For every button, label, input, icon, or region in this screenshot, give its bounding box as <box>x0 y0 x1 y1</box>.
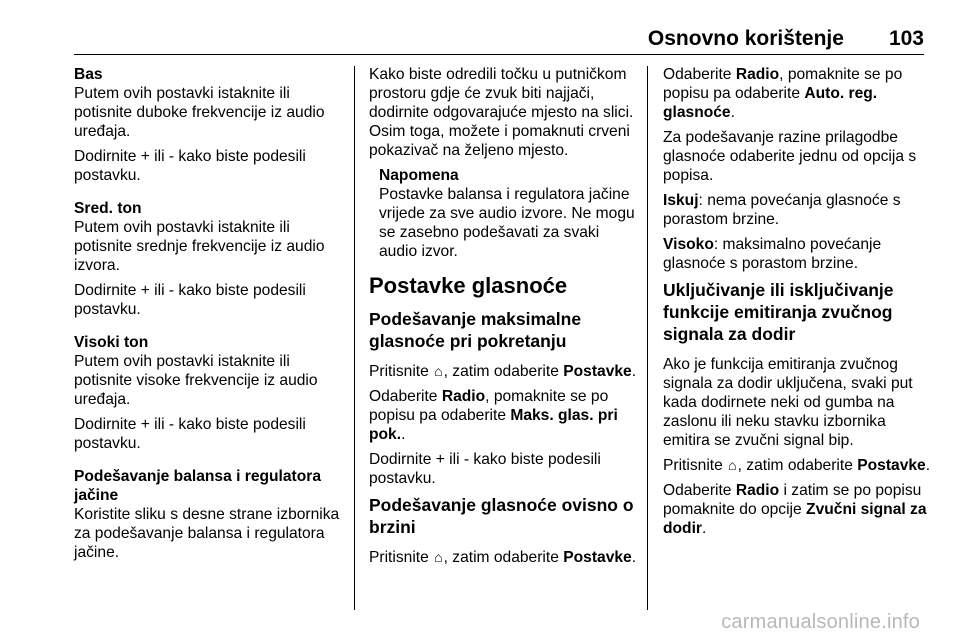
subheading-speed-volume: Podešavanje glasnoće ovisno o brzini <box>369 495 634 537</box>
column-3 <box>663 65 931 544</box>
visoki-adjust: Dodirnite + ili - kako biste podesili postavku. <box>74 416 306 452</box>
balans-title: Podešavanje balansa i regulatora jačine <box>74 468 322 504</box>
adjust-text: Dodirnite + ili - kako biste podesili postavku. <box>369 451 601 487</box>
column-divider <box>647 66 648 610</box>
sred-text: Putem ovih postavki istaknite ili potisnite srednje frekvencije iz audio izvora. <box>74 219 325 274</box>
bas-title: Bas <box>74 66 103 83</box>
instruction: Pritisnite ⌂, zatim odaberite Postavke. <box>663 457 931 474</box>
column-1 <box>74 65 346 568</box>
adjust-levels-text: Za podešavanje razine prilagodbe glasnoće odaberite jednu od opcija s popisa. <box>663 129 917 184</box>
note-title: Napomena <box>379 167 459 184</box>
note-text: Postavke balansa i regulatora jačine vrijede za sve audio izvore. Ne mogu se zasebno podešavati za svaki audio izvor. <box>379 186 635 260</box>
note <box>379 166 637 261</box>
instruction: Odaberite Radio, pomaknite se po popisu pa odaberite Auto. reg. glasnoće. <box>663 66 903 121</box>
watermark[interactable]: carmanualsonline.info <box>721 611 920 633</box>
signal-text: Ako je funkcija emitiranja zvučnog signala za dodir uključena, svaki put kada dodirnete neki od gumba na zaslonu ili neku stavku izbornika emitira se zvučni signal bip. <box>663 356 913 449</box>
sred-title: Sred. ton <box>74 200 142 217</box>
home-icon: ⌂ <box>728 457 737 473</box>
subheading-max-volume: Podešavanje maksimalne glasnoće pri pokretanju <box>369 309 582 351</box>
visoki-title: Visoki ton <box>74 334 149 351</box>
option-iskuj: Iskuj: nema povećanja glasnoće s porastom brzine. <box>663 192 901 228</box>
column-2 <box>369 65 637 573</box>
column-divider <box>354 66 355 610</box>
sred-adjust: Dodirnite + ili - kako biste podesili postavku. <box>74 282 306 318</box>
home-icon: ⌂ <box>434 549 443 565</box>
visoki-text: Putem ovih postavki istaknite ili potisnite visoke frekvencije iz audio uređaja. <box>74 353 318 408</box>
option-visoko: Visoko: maksimalno povećanje glasnoće s porastom brzine. <box>663 236 882 272</box>
page-header <box>74 27 924 53</box>
section-heading: Postavke glasnoće <box>369 273 568 298</box>
page-title: Osnovno korištenje <box>647 27 844 50</box>
instruction: Odaberite Radio, pomaknite se po popisu pa odaberite Maks. glas. pri pok.. <box>369 388 618 443</box>
balans-cont: Kako biste odredili točku u putničkom prostoru gdje će zvuk biti najjači, dodirnite odgovarajuće mjesto na slici. Osim toga, možete i pomaknuti crveni pokazivač na željeno mjesto. <box>369 66 634 159</box>
instruction: Pritisnite ⌂, zatim odaberite Postavke. <box>369 363 637 380</box>
home-icon: ⌂ <box>434 363 443 379</box>
balans-text: Koristite sliku s desne strane izbornika za podešavanje balansa i regulatora jačine. <box>74 506 340 561</box>
subheading-touch-signal: Uključivanje ili isključivanje funkcije emitiranja zvučnog signala za dodir <box>663 280 894 344</box>
instruction: Pritisnite ⌂, zatim odaberite Postavke. <box>369 549 637 566</box>
header-rule <box>74 54 924 55</box>
instruction: Odaberite Radio i zatim se po popisu pomaknite do opcije Zvučni signal za dodir. <box>663 482 927 537</box>
bas-text: Putem ovih postavki istaknite ili potisnite duboke frekvencije iz audio uređaja. <box>74 85 325 140</box>
page-number: 103 <box>888 27 924 50</box>
bas-adjust: Dodirnite + ili - kako biste podesili postavku. <box>74 148 306 184</box>
